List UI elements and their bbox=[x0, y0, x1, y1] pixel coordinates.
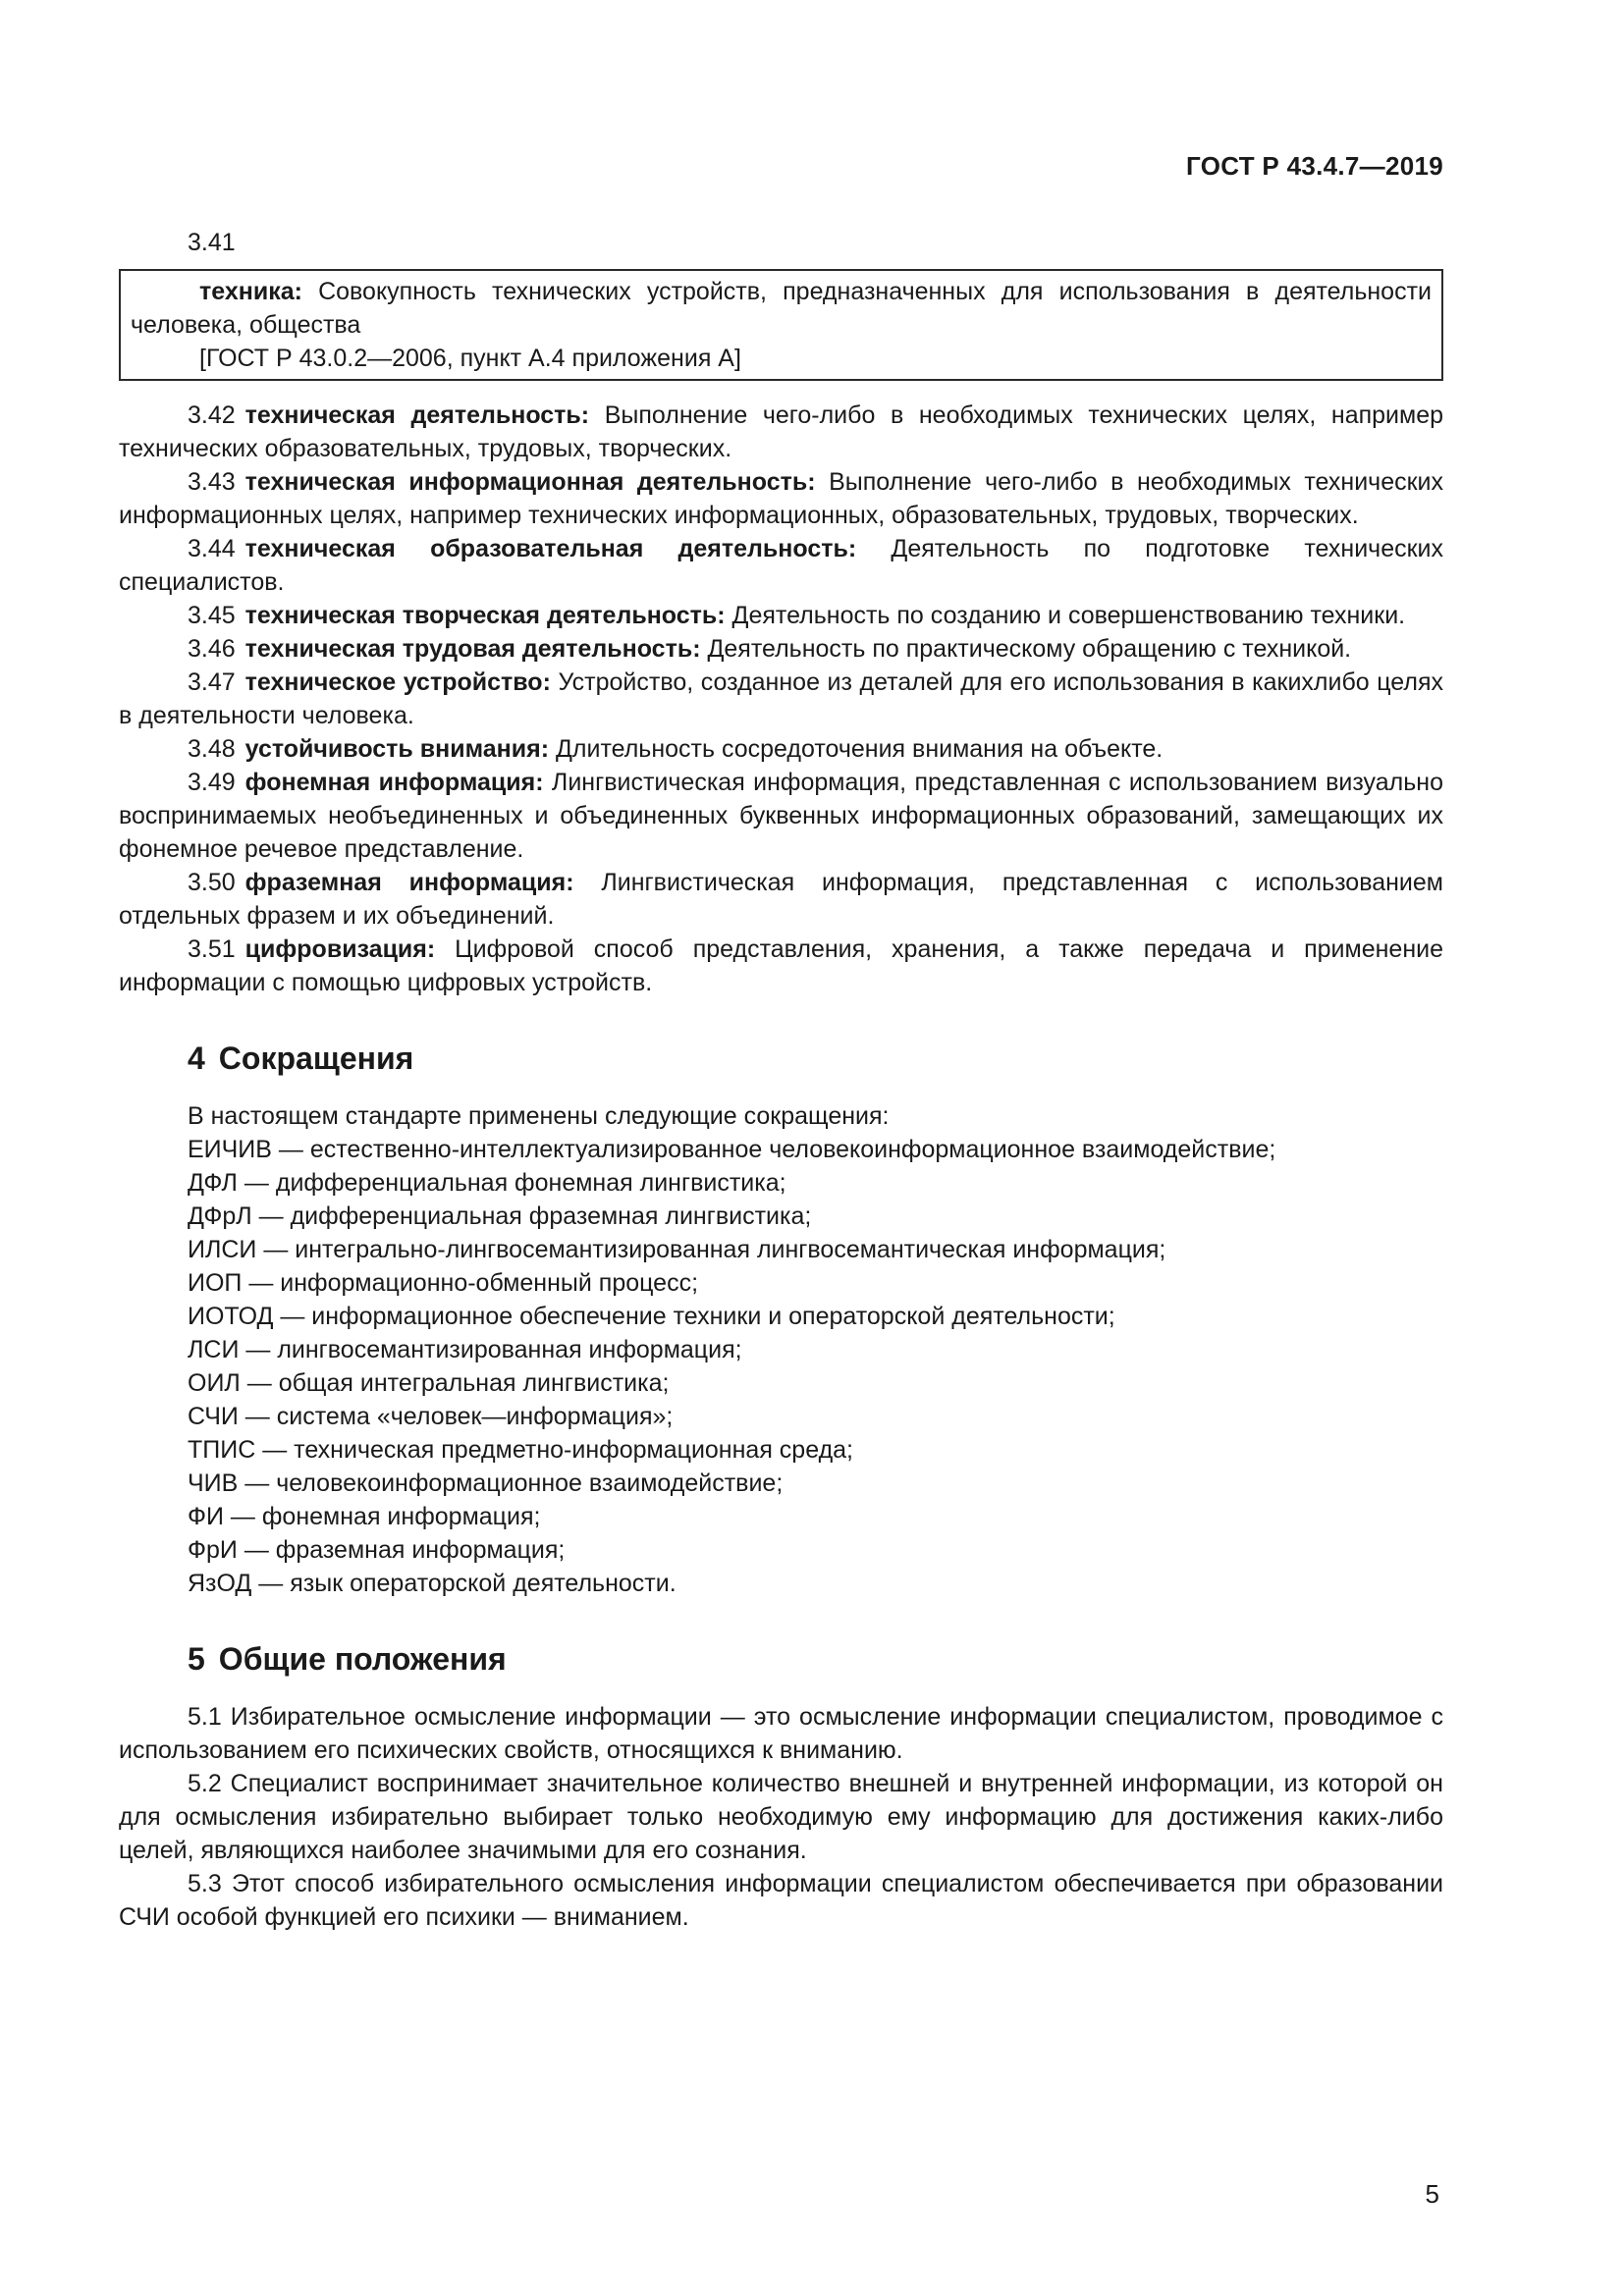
term-number: 3.46 bbox=[188, 635, 236, 663]
term-number: 3.49 bbox=[188, 769, 236, 796]
term-entry bbox=[119, 632, 1443, 666]
term-entry bbox=[119, 399, 1443, 465]
term-definition: Устройство, созданное из деталей для его использования в какихлибо целях в деятельности человека. bbox=[119, 668, 1444, 729]
term-definition: Выполнение чего-либо в необходимых технических целях, например технических образовательных, трудовых, творческих. bbox=[119, 401, 1444, 462]
term-entry bbox=[119, 465, 1443, 532]
page-body bbox=[119, 226, 1443, 1934]
term-entry bbox=[119, 599, 1443, 632]
abbreviation-item: ЧИВ — человекоинформационное взаимодействие; bbox=[188, 1469, 784, 1497]
term-entry bbox=[119, 666, 1443, 732]
abbreviation-item: ЕИЧИВ — естественно-интеллектуализированное человекоинформационное взаимодействие; bbox=[188, 1136, 1276, 1163]
term-entry bbox=[119, 766, 1443, 866]
section-4-heading bbox=[188, 1039, 1443, 1078]
term-name: техническая творческая деятельность: bbox=[244, 602, 726, 629]
abbreviation-item: ИОТОД — информационное обеспечение техники и операторской деятельности; bbox=[188, 1303, 1115, 1330]
definition-text bbox=[131, 275, 1432, 342]
term-number: 3.48 bbox=[188, 735, 236, 763]
definition-body: Совокупность технических устройств, предназначенных для использования в деятельности человека, общества bbox=[131, 278, 1432, 339]
section-number: 4 bbox=[188, 1041, 205, 1076]
term-number: 3.43 bbox=[188, 468, 236, 496]
abbreviation-item: СЧИ — система «человек—информация»; bbox=[188, 1403, 674, 1430]
term-number: 3.42 bbox=[188, 401, 236, 429]
term-number: 3.45 bbox=[188, 602, 236, 629]
term-definition: Цифровой способ представления, хранения, а также передача и применение информации с помощью цифровых устройств. bbox=[119, 935, 1443, 996]
abbreviations-intro: В настоящем стандарте применены следующие сокращения: bbox=[188, 1102, 890, 1130]
abbreviation-item: ОИЛ — общая интегральная лингвистика; bbox=[188, 1369, 670, 1397]
term-number: 3.50 bbox=[188, 869, 236, 896]
abbreviation-item: ТПИС — техническая предметно-информационная среда; bbox=[188, 1436, 854, 1464]
term-name: техническая деятельность: bbox=[244, 401, 590, 429]
term-definition: Выполнение чего-либо в необходимых технических информационных целях, например технических информационных, образовательных, трудовых, творческих. bbox=[119, 468, 1444, 529]
term-name: цифровизация: bbox=[244, 935, 436, 963]
paragraph-5-2: 5.2 Специалист воспринимает значительное количество внешней и внутренней информации, из которой он для осмысления избирательно выбирает только необходимую ему информацию для достижения каких-либо целей, являющихся наиболее значимыми для его сознания. bbox=[119, 1770, 1443, 1864]
general-provisions bbox=[119, 1700, 1443, 1934]
abbreviation-item: ФИ — фонемная информация; bbox=[188, 1503, 541, 1530]
term-definition: Деятельность по созданию и совершенствованию техники. bbox=[725, 602, 1406, 629]
paragraph-5-3: 5.3 Этот способ избирательного осмысления информации специалистом обеспечивается при образовании СЧИ особой функцией его психики — вниманием. bbox=[119, 1870, 1443, 1931]
page-number: 5 bbox=[1425, 2179, 1439, 2209]
section-title: Общие положения bbox=[218, 1641, 507, 1677]
section-number: 5 bbox=[188, 1641, 205, 1677]
abbreviation-item: ДФЛ — дифференциальная фонемная лингвистика; bbox=[188, 1169, 786, 1197]
terms-list bbox=[119, 399, 1443, 999]
term-entry bbox=[119, 732, 1443, 766]
abbreviation-item: ИЛСИ — интегрально-лингвосемантизированная лингвосемантическая информация; bbox=[188, 1236, 1166, 1263]
term-definition: Лингвистическая информация, представленная с использованием визуально воспринимаемых необъединенных и объединенных буквенных информационных образований, замещающих их фонемное речевое представление. bbox=[119, 769, 1443, 863]
term-name: фраземная информация: bbox=[244, 869, 574, 896]
definition-box bbox=[119, 269, 1443, 381]
term-number: 3.51 bbox=[188, 935, 236, 963]
term-name: техническое устройство: bbox=[244, 668, 551, 696]
term-name: устойчивость внимания: bbox=[244, 735, 550, 763]
standard-code: ГОСТ Р 43.4.7—2019 bbox=[1186, 151, 1443, 181]
abbreviation-item: ФрИ — фраземная информация; bbox=[188, 1536, 566, 1564]
term-name: техническая трудовая деятельность: bbox=[244, 635, 701, 663]
abbreviation-item: ИОП — информационно-обменный процесс; bbox=[188, 1269, 699, 1297]
definition-term: техника: bbox=[199, 278, 302, 305]
term-definition: Длительность сосредоточения внимания на объекте. bbox=[549, 735, 1164, 763]
section-5-heading bbox=[188, 1639, 1443, 1679]
term-definition: Лингвистическая информация, представленная с использованием отдельных фразем и их объединений. bbox=[119, 869, 1443, 930]
term-entry bbox=[119, 532, 1443, 599]
term-definition: Деятельность по подготовке технических специалистов. bbox=[119, 535, 1443, 596]
abbreviation-item: ЯзОД — язык операторской деятельности. bbox=[188, 1570, 677, 1597]
paragraph-5-1: 5.1 Избирательное осмысление информации — это осмысление информации специалистом, проводимое с использованием его психических свойств, относящихся к вниманию. bbox=[119, 1703, 1443, 1764]
term-entry bbox=[119, 866, 1443, 933]
term-number: 3.44 bbox=[188, 535, 236, 562]
abbreviation-item: ДФрЛ — дифференциальная фраземная лингвистика; bbox=[188, 1202, 812, 1230]
definition-source: [ГОСТ Р 43.0.2—2006, пункт А.4 приложения А] bbox=[199, 345, 741, 372]
term-name: фонемная информация: bbox=[244, 769, 544, 796]
section-title: Сокращения bbox=[218, 1041, 414, 1076]
term-number: 3.47 bbox=[188, 668, 236, 696]
abbreviation-item: ЛСИ — лингвосемантизированная информация; bbox=[188, 1336, 742, 1363]
abbreviations-list bbox=[119, 1099, 1443, 1600]
term-number-3-41: 3.41 bbox=[188, 229, 236, 256]
term-name: техническая информационная деятельность: bbox=[244, 468, 816, 496]
term-entry bbox=[119, 933, 1443, 999]
term-name: техническая образовательная деятельность: bbox=[244, 535, 857, 562]
term-definition: Деятельность по практическому обращению с техникой. bbox=[700, 635, 1352, 663]
